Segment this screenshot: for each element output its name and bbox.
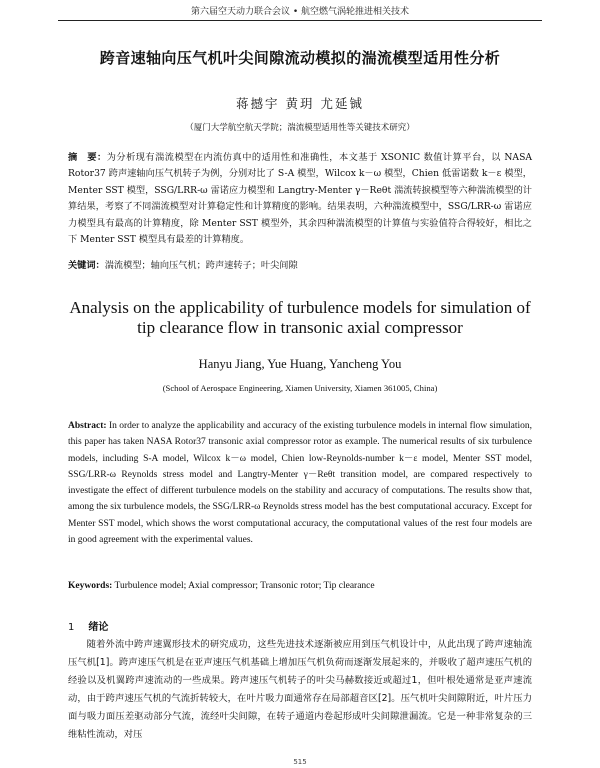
english-title: Analysis on the applicability of turbulence models for simulation of tip clearance flow in transonic axial compressor [69,298,531,337]
page-number: 515 [293,758,307,766]
chinese-authors: 蒋撼宇 黄玥 尤延铖 [236,96,364,111]
section-number: 1 [68,622,75,633]
english-keywords-label: Keywords: [68,581,113,591]
chinese-keywords [68,259,532,273]
english-keywords-text: Turbulence model; Axial compressor; Transonic rotor; Tip clearance [114,581,375,591]
running-header: 第六届空天动力联合会议 • 航空燃气涡轮推进相关技术 [58,4,542,21]
english-abstract-label: Abstract: [68,421,107,431]
english-abstract-text: In order to analyze the applicability and accuracy of the existing turbulence models in internal flow simulation, this paper has taken NASA Rotor37 transonic axial compressor rotor as example. The numerical results of six turbulence models, including S-A model, Wilcox k－ω model, Chien low-Reynolds-number k－ε model, Menter SST model, SSG/LRR-ω Reynolds stress model and Langtry-Menter γ－Reθt transition model, are compared respectively to investigate the effect of different turbulence models on the stability and accuracy of computations. The results show that, among the six turbulence models, the SSG/LRR-ω Reynolds stress model has the best computational accuracy. Except for Menter SST model, which shows the worst computational accuracy, the computational values of the rest four models are in good agreement with the experimental values. [68,421,532,546]
section-heading [68,618,108,633]
chinese-abstract-text: 为分析现有湍流模型在内流仿真中的适用性和准确性，本文基于 XSONIC 数值计算平台，以 NASA Rotor37 跨声速轴向压气机转子为例，分别对比了 S-A 模型，Wilcox k－ω 模型，Chien 低雷诺数 k－ε 模型，Menter SST 模型，SSG/LRR-ω 雷诺应力模型和 Langtry-Menter γ－Reθt 湍流转捩模型等六种湍流模型的计算结果，考察了不同湍流模型对计算稳定性和计算精度的影响。结果表明，六种湍流模型中，SSG/LRR-ω 雷诺应力模型具有最高的计算精度，除 Menter SST 模型外，其余四种湍流模型的计算值与实验值符合得较好，相比之下 Menter SST 模型具有最差的计算精度。 [68,152,532,246]
section-body: 随着外流中跨声速翼形技术的研究成功，这些先进技术逐渐被应用到压气机设计中，从此出现了跨声速轴流压气机[1]。跨声速压气机是在亚声速压气机基础上增加压气机负荷而逐渐发展起来的，并吸收了超声速压气机的经验以及机翼跨声速流动的一些成果。跨声速压气机转子的叶尖马赫数接近或超过1，但叶根处通常是亚声速流动，由于跨声速压气机的气流折转较大，在叶片吸力面通常存在局部超音区[2]。压气机叶尖间隙附近，叶片压力面与吸力面压差驱动部分气流，流经叶尖间隙，在转子通道内卷起形成叶尖间隙泄漏流。它是一种非常复杂的三维粘性流动，对压 [68,639,532,740]
chinese-keywords-text: 湍流模型；轴向压气机；跨声速转子；叶尖间隙 [104,260,298,271]
english-abstract [68,418,532,548]
chinese-abstract [68,150,532,248]
english-keywords [68,579,532,593]
english-authors: Hanyu Jiang, Yue Huang, Yancheng You [198,357,402,371]
english-affiliation: (School of Aerospace Engineering, Xiamen University, Xiamen 361005, China) [162,383,438,393]
section-title: 绪论 [88,622,109,633]
chinese-affiliation: （厦门大学航空航天学院；湍流模型适用性等关键技术研究） [185,123,415,133]
chinese-keywords-label: 关键词： [68,260,105,271]
chinese-title: 跨音速轴向压气机叶尖间隙流动模拟的湍流模型适用性分析 [99,49,501,67]
chinese-abstract-label: 摘 要： [68,152,107,163]
